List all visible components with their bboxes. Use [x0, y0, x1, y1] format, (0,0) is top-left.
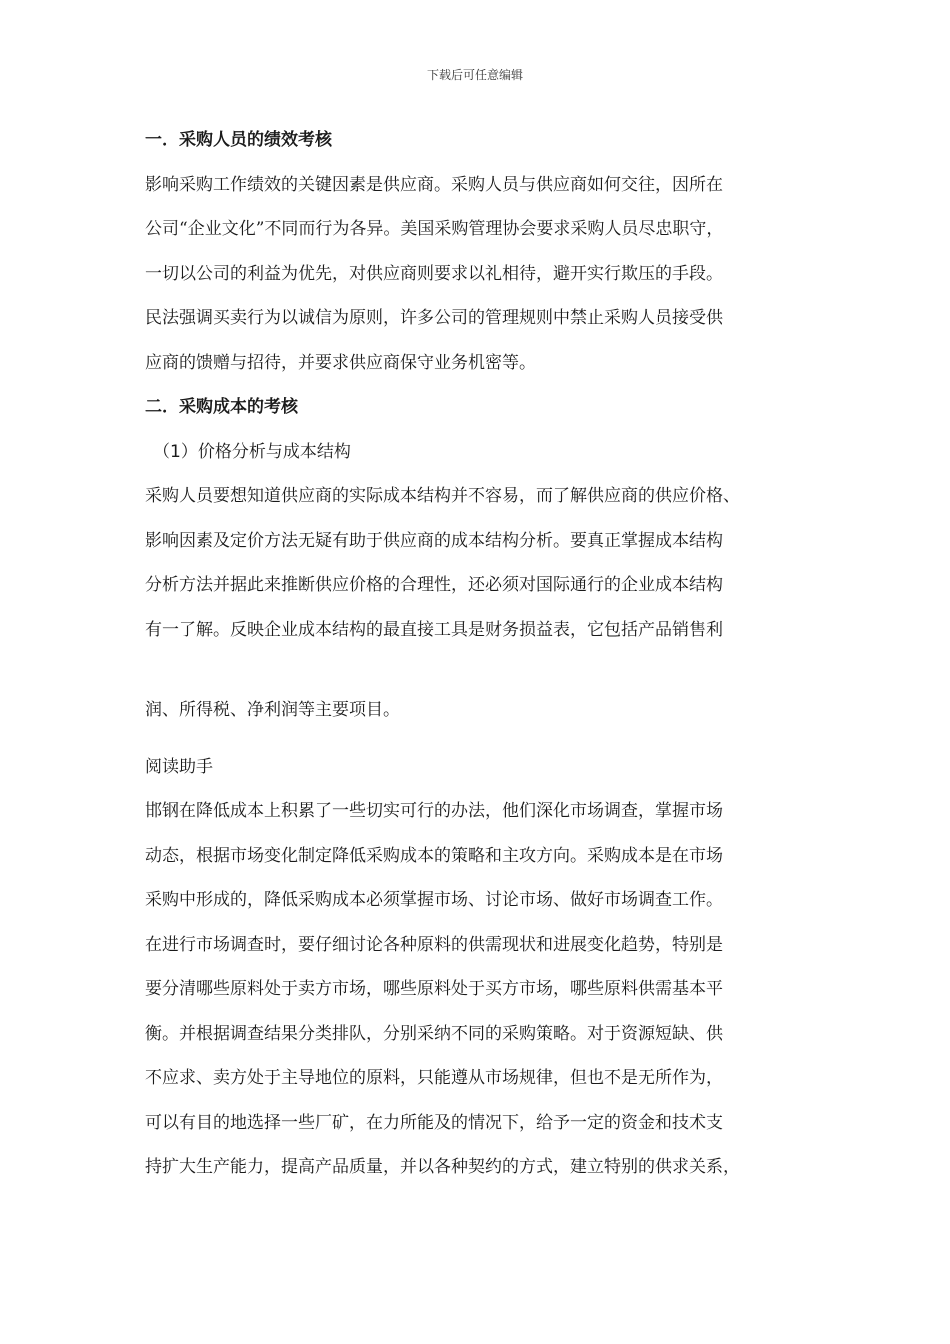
section1-heading: 一．采购人员的绩效考核: [145, 130, 332, 150]
paragraph-line: 应商的馈赠与招待，并要求供应商保守业务机密等。: [145, 352, 536, 373]
paragraph-line: 在进行市场调查时，要仔细讨论各种原料的供需现状和进展变化趋势，特别是: [145, 934, 723, 955]
reading-helper-title: 阅读助手: [145, 756, 213, 777]
paragraph-line: 动态，根据市场变化制定降低采购成本的策略和主攻方向。采购成本是在市场: [145, 845, 723, 866]
section2-heading: 二．采购成本的考核: [145, 397, 298, 417]
paragraph-line: 持扩大生产能力，提高产品质量，并以各种契约的方式，建立特别的供求关系，: [145, 1157, 740, 1177]
paragraph-line: 润、所得税、净利润等主要项目。: [145, 700, 400, 720]
paragraph-line: 衡。并根据调查结果分类排队，分别采纳不同的采购策略。对于资源短缺、供: [145, 1023, 723, 1044]
spacer: [145, 733, 815, 745]
paragraph-line: 邯钢在降低成本上积累了一些切实可行的办法，他们深化市场调查，掌握市场: [145, 801, 723, 821]
paragraph-line: 采购中形成的，降低采购成本必须掌握市场、讨论市场、做好市场调查工作。: [145, 890, 723, 910]
paragraph-line: 影响因素及定价方法无疑有助于供应商的成本结构分析。要真正掌握成本结构: [145, 530, 723, 551]
document-body: [145, 118, 815, 1190]
paragraph-line: 采购人员要想知道供应商的实际成本结构并不容易，而了解供应商的供应价格、: [145, 486, 740, 506]
page-header: 下载后可任意编辑: [426, 68, 523, 82]
section2-subheading: （1）价格分析与成本结构: [153, 441, 351, 462]
paragraph-line: 可以有目的地选择一些厂矿，在力所能及的情况下，给予一定的资金和技术支: [145, 1112, 723, 1133]
paragraph-line: 民法强调买卖行为以诚信为原则，许多公司的管理规则中禁止采购人员接受供: [145, 308, 723, 328]
paragraph-line: 影响采购工作绩效的关键因素是供应商。采购人员与供应商如何交往，因所在: [145, 174, 723, 195]
paragraph-line: 公司“企业文化”不同而行为各异。美国采购管理协会要求采购人员尽忠职守，: [145, 219, 724, 239]
paragraph-line: 不应求、卖方处于主导地位的原料，只能遵从市场规律，但也不是无所作为，: [145, 1068, 723, 1088]
page-gap: [145, 652, 815, 688]
paragraph-line: 有一了解。反映企业成本结构的最直接工具是财务损益表，它包括产品销售利: [145, 619, 723, 640]
paragraph-line: 一切以公司的利益为优先，对供应商则要求以礼相待，避开实行欺压的手段。: [145, 263, 723, 284]
paragraph-line: 分析方法并据此来推断供应价格的合理性，还必须对国际通行的企业成本结构: [145, 575, 723, 595]
paragraph-line: 要分清哪些原料处于卖方市场，哪些原料处于买方市场，哪些原料供需基本平: [145, 979, 723, 999]
